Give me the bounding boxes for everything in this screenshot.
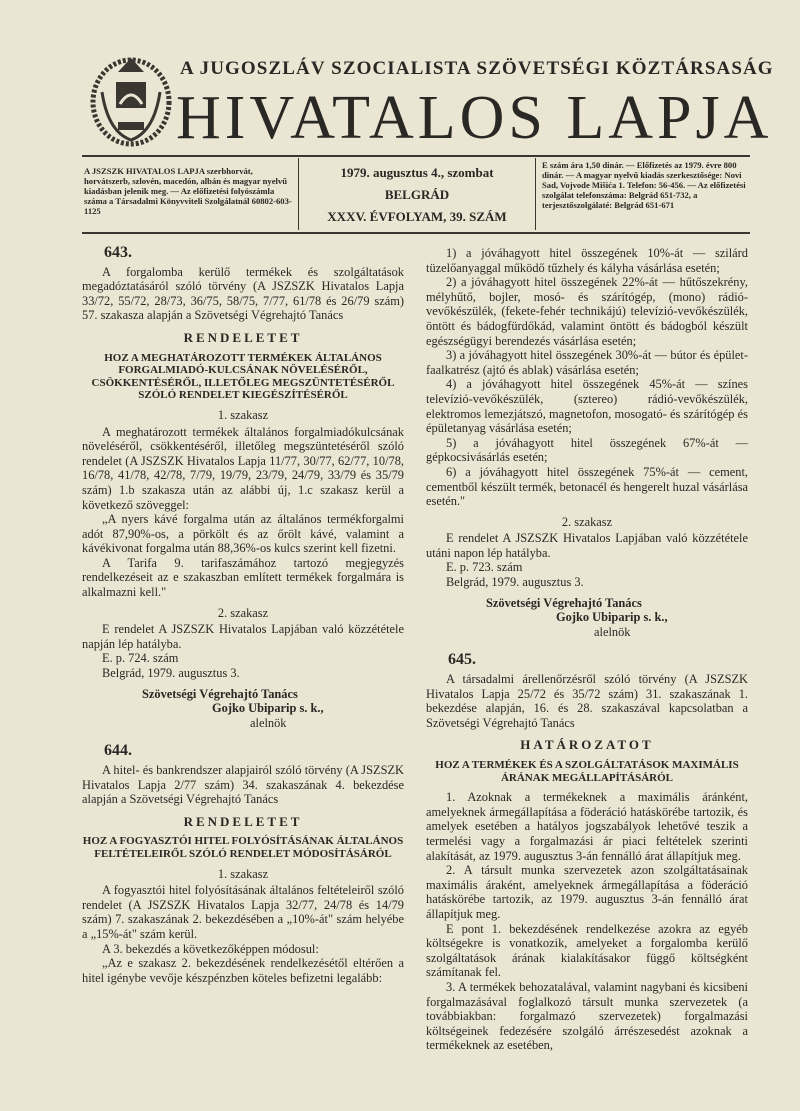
list-item: 6) a jóváhagyott hitel összegének 75%-át — cement, cementből készült termék, betonacél és hengerelt huzal vásárlása esetén." <box>426 464 749 509</box>
issue-city: BELGRÁD <box>384 187 450 202</box>
section-heading: 1. szakasz <box>217 407 269 422</box>
left-column <box>82 246 404 985</box>
signer-name: Gojko Ubiparip s. k., <box>212 701 324 716</box>
section-subtitle: HOZ A TERMÉKEK ÉS A SZOLGÁLTATÁSOK MAXIMÁLIS ÁRÁNAK MEGÁLLAPÍTÁSÁRÓL <box>435 759 739 784</box>
right-column <box>426 246 748 1053</box>
issue-date: 1979. augusztus 4., szombat <box>340 165 494 180</box>
signer-role: alelnök <box>250 715 287 730</box>
state-emblem-icon <box>88 52 174 148</box>
paragraph: A 3. bekezdés a következőképpen módosul: <box>102 941 319 956</box>
council-name: Szövetségi Végrehajtó Tanács <box>486 595 642 610</box>
section-subtitle: HOZ A FOGYASZTÓI HITEL FOLYÓSÍTÁSÁNAK ÁLTALÁNOS FELTÉTELEIRŐL SZÓLÓ RENDELET MÓDOSÍTÁSÁRÓL <box>82 835 404 860</box>
signer-name: Gojko Ubiparip s. k., <box>556 610 668 625</box>
date-place: Belgrád, 1979. augusztus 3. <box>102 666 240 681</box>
paragraph: A hitel- és bankrendszer alapjairól szóló törvény (A JSZSZK Hivatalos Lapja 2/77 szám) 34. szakaszának 4. bekezdése alapján a Szövetségi Végrehajtó Tanács <box>82 763 404 807</box>
reference-number: E. p. 723. szám <box>446 560 523 575</box>
paragraph: „Az e szakasz 2. bekezdésének rendelkezésétől eltérően a hitel igénybe vevője készpénzben köteles befizetni legalább: <box>82 956 404 985</box>
list-item: 5) a jóváhagyott hitel összegének 67%-át — gépkocsivásárlás esetén; <box>426 435 748 465</box>
masthead-title: HIVATALOS LAPJA <box>176 84 773 152</box>
section-title: HATÁROZATOT <box>520 737 654 753</box>
list-item: 1) a jóváhagyott hitel összegének 10%-át — szilárd tüzelőanyaggal működő tűzhely és kályha vásárlása esetén; <box>426 246 748 275</box>
list-item: 3) a jóváhagyott hitel összegének 30%-át — bútor és épület-faalkatrész (ajtó és ablak) vásárlása esetén; <box>426 348 748 377</box>
header-rule-top <box>82 155 750 157</box>
paragraph: A társadalmi árellenőrzésről szóló törvény (A JSZSZK Hivatalos Lapja 25/72 és 35/72 szám) 31. szakaszának 1. bekezdése alapján, 16. és 28. szakaszával kapcsolatban a Szövetségi Végrehajtó Tanács <box>426 672 748 730</box>
list-item: 2) a jóváhagyott hitel összegének 22%-át — hűtőszekrény, mélyhűtő, bojler, mosó- és szárítógép, (mono) rádió-vevőkészülék, (fekete-fehér technikájú) televízió-vevőkészülék, öntött és bádogfürdőkád, valamint öntött és bádogból készült egészségügyi berendezés vásárlása esetén; <box>426 275 748 348</box>
item-number-645: 645. <box>448 651 476 669</box>
header-rule-bottom <box>82 232 750 234</box>
paragraph: E rendelet A JSZSZK Hivatalos Lapjában való közzététele napján lép hatályba. <box>82 622 404 651</box>
council-name: Szövetségi Végrehajtó Tanács <box>142 686 298 701</box>
section-title: RENDELETET <box>183 329 303 345</box>
list-item: 4) a jóváhagyott hitel összegének 45%-át — színes televízió-vevőkészülék, (sztereo) rádió-vevőkészülék, elektromos lemezjátszó, magnetofon, mosogató- és szárítógép és épületanyag vásárlása esetén; <box>426 377 748 436</box>
paragraph: A Tarifa 9. tarifaszámához tartozó megjegyzés rendelkezéseit az e szakaszban említett termékek forgalmára is alkalmazni kell." <box>82 555 404 600</box>
paragraph: E rendelet A JSZSZK Hivatalos Lapjában való közzététele utáni napon lép hatályba. <box>426 531 748 560</box>
item-number-643: 643. <box>104 244 132 261</box>
header-divider-left <box>298 158 299 230</box>
issue-info <box>304 162 530 231</box>
publication-info: A JSZSZK HIVATALOS LAPJA szerbhorvát, horvátszerb, szlovén, macedón, albán és magyar nyelvű kiadásban jelenik meg. — Az előfizetési folyószámla száma a Társadalmi Könyvviteli Szolgálatnál 60802-603-1125 <box>84 166 292 216</box>
section-subtitle: HOZ A MEGHATÁROZOTT TERMÉKEK ÁLTALÁNOS FORGALMIADÓ-KULCSÁNAK NÖVELÉSÉRŐL, CSÖKKENTÉSÉRŐL, ILLETŐLEG MEGSZÜNTETÉSÉRŐL SZÓLÓ RENDELET KIEGÉSZÍTÉSÉRŐL <box>91 351 395 402</box>
paragraph: 2. A társult munka szervezetek azon szolgáltatásainak maximális áraként, amelyeknek ármegállapítása a föderáció hatáskörébe tartozik, az 1979. augusztus 3-án fennálló árat állapítjuk meg. <box>426 863 748 921</box>
section-heading: 2. szakasz <box>217 605 269 620</box>
signer-role: alelnök <box>594 624 631 639</box>
republic-title: A JUGOSZLÁV SZOCIALISTA SZÖVETSÉGI KÖZTÁRSASÁG <box>180 58 774 79</box>
section-heading: 1. szakasz <box>217 866 269 881</box>
paragraph: E pont 1. bekezdésének rendelkezése azokra az egyéb költségekre is vonatkozik, amelyeket a forgalomba kerülő szolgáltatások árának kialakításakor függő költségként számítanak fel. <box>426 921 748 980</box>
reference-number: E. p. 724. szám <box>102 651 179 666</box>
date-place: Belgrád, 1979. augusztus 3. <box>446 575 584 590</box>
paragraph: A fogyasztói hitel folyósításának általános feltételeiről szóló rendelet (A JSZSZK Hivatalos Lapja 32/77, 24/78 és 14/79 szám) 7. szakaszának 2. bekezdésében a „10%-át" szám helyébe a „15%-át" szám kerül. <box>82 883 404 941</box>
paragraph: 3. A termékek behozatalával, valamint nagybani és kicsibeni forgalmazásával foglalkozó társult munka szervezetek (a továbbiakban: forgalmazó szervezetek) forgalmazási költségeinek fedezésére szolgáló árrészesedést azoknak a termékeknek az esetében, <box>426 979 748 1053</box>
item-number-644: 644. <box>104 742 132 760</box>
paragraph: A meghatározott termékek általános forgalmiadókulcsának növeléséről, csökkentéséről, illetőleg megszüntetéséről szóló rendelet (A JSZSZK Hivatalos Lapja 11/77, 30/77, 62/77, 10/78, 16/78, 41/78, 42/78, 7/79, 19/79, 23/79, 24/79, 33/79 és 35/79 szám) 1.b szakasza után az alábbi új, 1.c szakasz kerül a következő szöveggel: <box>82 424 404 512</box>
paragraph: „A nyers kávé forgalma után az általános termékforgalmi adót 87,90%-os, a pörkölt és az őrölt kávé, valamint a kávékivonat forgalma után 88,36%-os kulcs szerint kell fizetni. <box>82 512 404 556</box>
header-divider-right <box>535 158 536 230</box>
paragraph: 1. Azoknak a termékeknek a maximális áránként, amelyeknek ármegállapítása a föderáció hatáskörébe tartozik, és amelyek esetében a hatályos jogszabályok lehetővé teszik a termelési vagy a forgalmazási ár piaci feltételek szerinti alakítását, az 1979. augusztus 3-án fennálló árat állapítjuk meg. <box>426 790 748 863</box>
section-heading: 2. szakasz <box>561 514 613 529</box>
price-info: E szám ára 1,50 dinár. — Előfizetés az 1979. évre 800 dinár. — A magyar nyelvű kiadás szerkesztősége: Novi Sad, Vojvode Mišića 1. Telefon: 56-456. — Az előfizetési szolgálat telefonszáma: Belgrád 651-732, a terjesztőszolgálaté: Belgrád 651-671 <box>542 160 746 210</box>
issue-volume: XXXV. ÉVFOLYAM, 39. SZÁM <box>327 209 507 224</box>
section-title: RENDELETET <box>183 813 303 829</box>
paragraph: A forgalomba kerülő termékek és szolgáltatások megadóztatásáról szóló törvény (A JSZSZK Hivatalos Lapja 33/72, 55/72, 28/73, 36/75, 58/75, 7/77, 61/78 és 26/79 szám) 57. szakasza alapján a Szövetségi Végrehajtó Tanács <box>82 264 404 323</box>
